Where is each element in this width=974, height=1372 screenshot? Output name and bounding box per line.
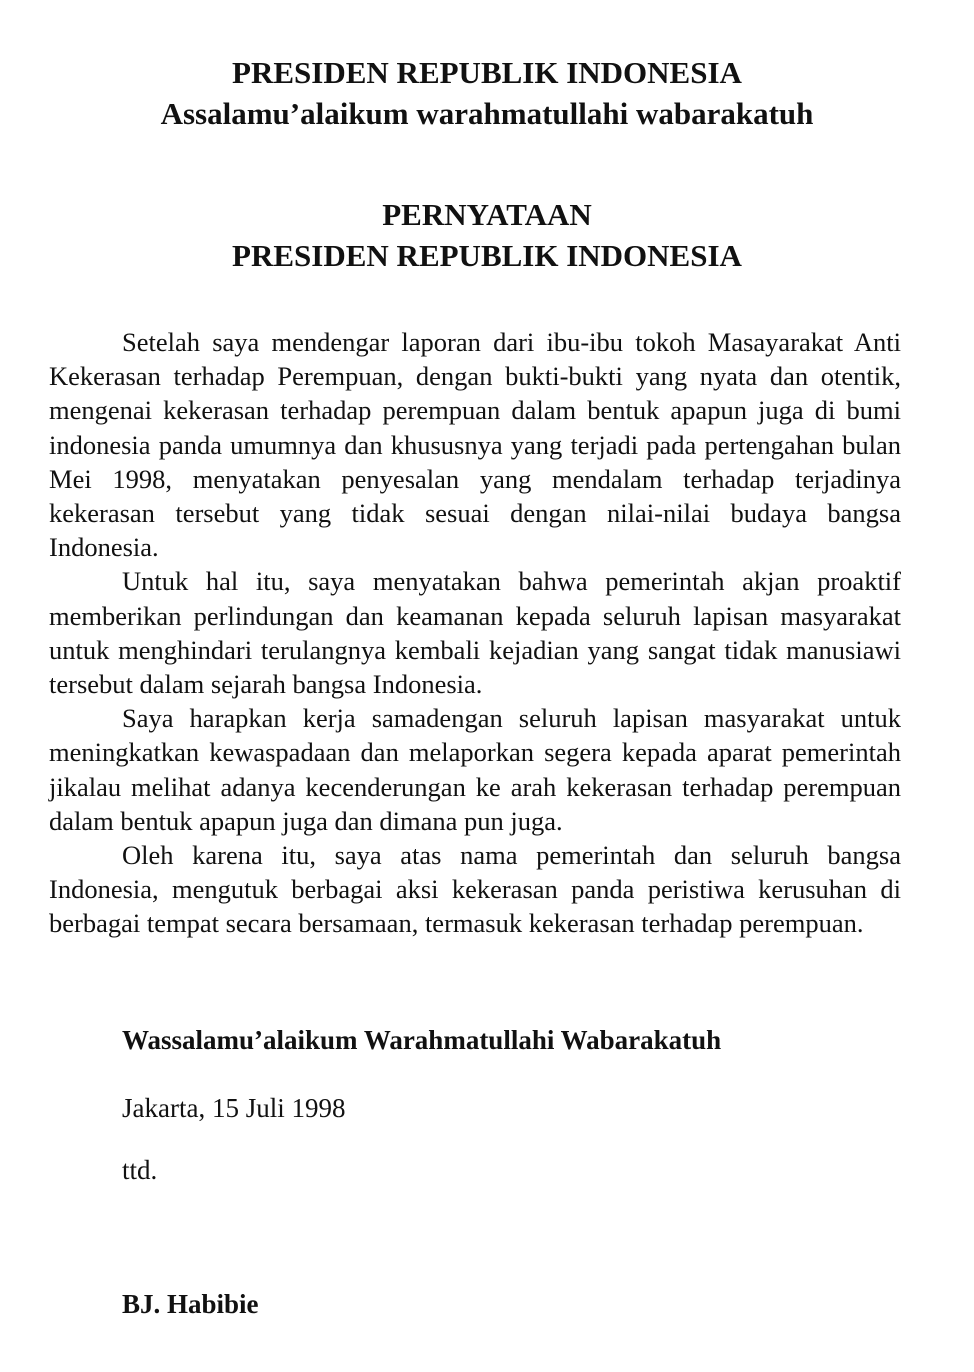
body-paragraph-4: Oleh karena itu, saya atas nama pemerintah dan seluruh bangsa Indonesia, mengutuk berbagai aksi kekerasan panda peristiwa kerusuhan di berbagai tempat secara bersamaan, termasuk kekerasan terhadap perempuan.	[49, 840, 901, 939]
body-paragraph-1: Setelah saya mendengar laporan dari ibu-ibu tokoh Masayarakat Anti Kekerasan terhadap Perempuan, dengan bukti-bukti yang nyata dan otentik, mengenai kekerasan terhadap perempuan dalam bentuk apapun juga di bumi indonesia panda umumnya dan khususnya yang terjadi pada pertengahan bulan Mei 1998, menyatakan penyesalan yang mendalam terhadap terjadinya kekerasan tersebut yang tidak sesuai dengan nilai-nilai budaya bangsa Indonesia.	[49, 327, 901, 563]
signed-mark: ttd.	[122, 1155, 158, 1185]
opening-greeting: Assalamu’alaikum warahmatullahi wabarakatuh	[160, 96, 814, 131]
place-and-date: Jakarta, 15 Juli 1998	[122, 1093, 346, 1123]
body-paragraph-2: Untuk hal itu, saya menyatakan bahwa pemerintah akjan proaktif memberikan perlindungan dan keamanan kepada seluruh lapisan masyarakat untuk menghindari terulangnya kembali kejadian yang sangat tidak manusiawi tersebut dalam sejarah bangsa Indonesia.	[49, 566, 901, 700]
letterhead	[0, 52, 974, 134]
title-line-president: PRESIDEN REPUBLIK INDONESIA	[232, 238, 742, 273]
letterhead-institution: PRESIDEN REPUBLIK INDONESIA	[232, 55, 742, 90]
body-paragraph-3: Saya harapkan kerja samadengan seluruh lapisan masyarakat untuk meningkatkan kewaspadaan dan melaporkan segera kepada aparat pemerintah jikalau melihat adanya kecenderungan ke arah kekerasan terhadap perempuan dalam bentuk apapun juga dan dimana pun juga.	[49, 703, 901, 836]
title-line-statement: PERNYATAAN	[382, 197, 592, 232]
closing-greeting: Wassalamu’alaikum Warahmatullahi Wabarakatuh	[122, 1025, 722, 1055]
document-title	[0, 194, 974, 276]
signatory-name: BJ. Habibie	[122, 1289, 259, 1319]
statement-body	[49, 325, 901, 941]
